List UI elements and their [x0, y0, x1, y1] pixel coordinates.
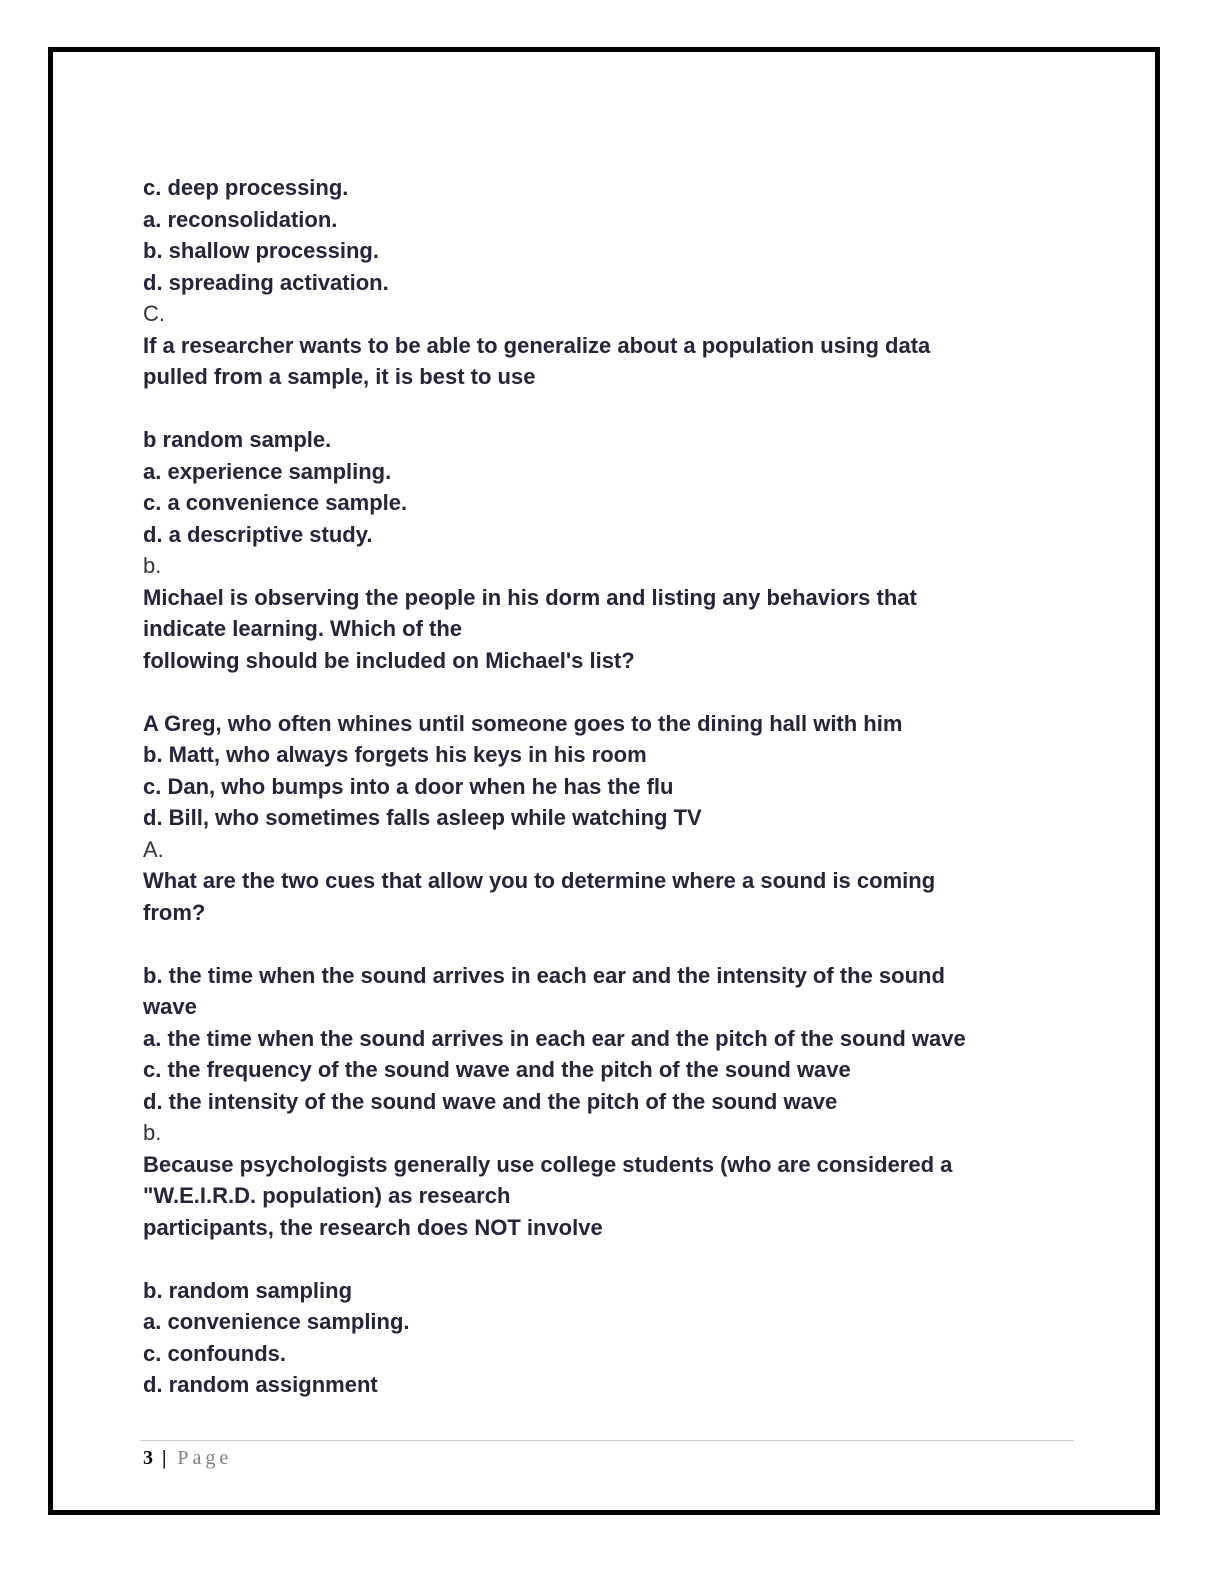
text-line: c. a convenience sample. [143, 490, 408, 515]
text-line: c. deep processing. [143, 175, 349, 200]
page-number: 3 [143, 1447, 153, 1469]
blank-line [143, 676, 1073, 708]
text-line: b. random sampling [143, 1277, 353, 1303]
blank-line [143, 1243, 1073, 1275]
text-line: b. Matt, who always forgets his keys in his room [143, 742, 647, 767]
answer-key-line: b. [143, 1120, 162, 1145]
text-line: What are the two cues that allow you to determine where a sound is coming [143, 868, 936, 893]
text-line: c. the frequency of the sound wave and the pitch of the sound wave [143, 1057, 851, 1082]
document-body [143, 172, 1073, 1401]
footer-separator: | [162, 1447, 167, 1469]
text-line: "W.E.I.R.D. population) as research [143, 1183, 511, 1208]
text-line: a. the time when the sound arrives in each ear and the pitch of the sound wave [143, 1025, 966, 1051]
page-label: Page [177, 1447, 233, 1469]
text-line: pulled from a sample, it is best to use [143, 364, 536, 389]
text-line: d. spreading activation. [143, 269, 389, 295]
footer-rule [140, 1440, 1074, 1441]
text-line: indicate learning. Which of the [143, 616, 463, 641]
blank-line [143, 928, 1073, 960]
answer-key-line: C. [143, 301, 165, 326]
blank-line [143, 393, 1073, 425]
text-line: b. shallow processing. [143, 238, 379, 263]
text-line: d. Bill, who sometimes falls asleep while watching TV [143, 805, 702, 830]
text-line: a. convenience sampling. [143, 1309, 410, 1334]
text-line: Michael is observing the people in his dorm and listing any behaviors that [143, 584, 917, 610]
text-line: If a researcher wants to be able to generalize about a population using data [143, 332, 931, 358]
text-line: A Greg, who often whines until someone goes to the dining hall with him [143, 710, 903, 736]
text-line: d. a descriptive study. [143, 521, 373, 547]
text-line: b. the time when the sound arrives in each ear and the intensity of the sound [143, 962, 945, 988]
text-line: following should be included on Michael's list? [143, 647, 635, 673]
text-line: from? [143, 899, 206, 925]
answer-key-line: A. [143, 836, 164, 862]
text-line: d. the intensity of the sound wave and the pitch of the sound wave [143, 1088, 838, 1114]
page-footer [143, 1445, 232, 1471]
answer-key-line: b. [143, 553, 162, 578]
text-line: Because psychologists generally use college students (who are considered a [143, 1151, 953, 1177]
text-line: b random sample. [143, 427, 332, 452]
text-line: wave [143, 994, 197, 1019]
text-line: c. confounds. [143, 1340, 286, 1366]
text-line: c. Dan, who bumps into a door when he has the flu [143, 773, 674, 799]
text-line: a. experience sampling. [143, 458, 392, 484]
text-line: participants, the research does NOT involve [143, 1214, 603, 1240]
text-line: d. random assignment [143, 1372, 378, 1397]
text-line: a. reconsolidation. [143, 206, 338, 232]
